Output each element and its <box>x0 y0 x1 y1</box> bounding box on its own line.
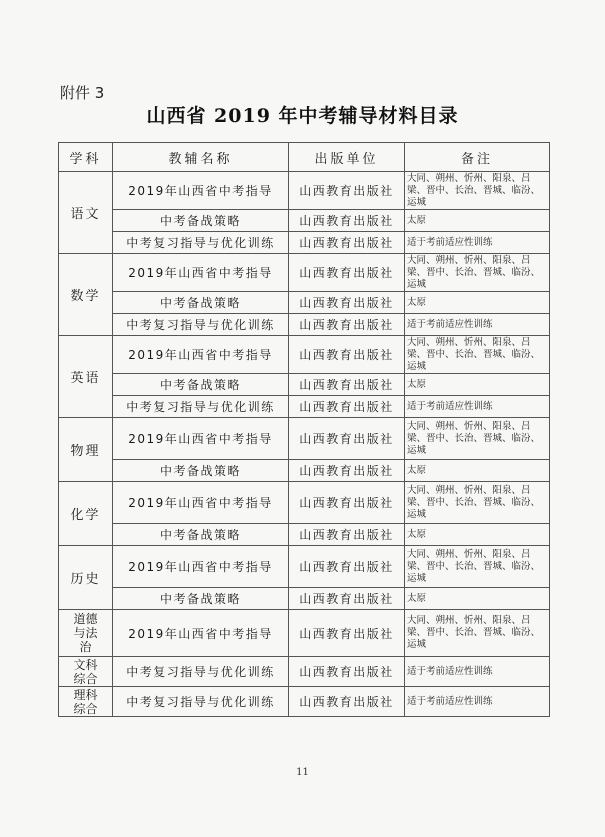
publisher-cell: 山西教育出版社 <box>289 172 405 210</box>
book-cell: 2019年山西省中考指导 <box>113 546 289 588</box>
table-row <box>59 172 550 210</box>
remarks-cell: 太原 <box>405 374 550 396</box>
table-header-row <box>59 143 550 172</box>
subject-cell: 化学 <box>59 482 113 546</box>
header-book-name: 教辅名称 <box>113 143 289 172</box>
publisher-cell: 山西教育出版社 <box>289 610 405 657</box>
header-subject: 学科 <box>59 143 113 172</box>
publisher-cell: 山西教育出版社 <box>289 546 405 588</box>
book-cell: 2019年山西省中考指导 <box>113 172 289 210</box>
remarks-cell: 大同、朔州、忻州、阳泉、吕梁、晋中、长治、晋城、临汾、运城 <box>405 418 550 460</box>
publisher-cell: 山西教育出版社 <box>289 396 405 418</box>
remarks-cell: 大同、朔州、忻州、阳泉、吕梁、晋中、长治、晋城、临汾、运城 <box>405 482 550 524</box>
subject-cell <box>59 687 113 717</box>
subject-cell <box>59 610 113 657</box>
table-row <box>59 588 550 610</box>
subject-cell: 数学 <box>59 254 113 336</box>
book-cell: 中考备战策略 <box>113 588 289 610</box>
remarks-cell: 大同、朔州、忻州、阳泉、吕梁、晋中、长治、晋城、临汾、运城 <box>405 336 550 374</box>
publisher-cell: 山西教育出版社 <box>289 524 405 546</box>
publisher-cell: 山西教育出版社 <box>289 460 405 482</box>
subject-cell: 历史 <box>59 546 113 610</box>
book-cell: 中考备战策略 <box>113 524 289 546</box>
table-row <box>59 524 550 546</box>
attachment-label: 附件 3 <box>60 84 105 102</box>
publisher-cell: 山西教育出版社 <box>289 336 405 374</box>
table-row <box>59 546 550 588</box>
publisher-cell: 山西教育出版社 <box>289 418 405 460</box>
remarks-cell: 大同、朔州、忻州、阳泉、吕梁、晋中、长治、晋城、临汾、运城 <box>405 254 550 292</box>
table-row <box>59 374 550 396</box>
subject-cell: 英语 <box>59 336 113 418</box>
publisher-cell: 山西教育出版社 <box>289 292 405 314</box>
table-row <box>59 232 550 254</box>
book-cell: 2019年山西省中考指导 <box>113 610 289 657</box>
table-row <box>59 396 550 418</box>
remarks-cell: 适于考前适应性训练 <box>405 396 550 418</box>
table-row <box>59 460 550 482</box>
subject-cell: 物理 <box>59 418 113 482</box>
subject-label: 道德与法治 <box>73 612 98 654</box>
header-remarks: 备注 <box>405 143 550 172</box>
table-row <box>59 210 550 232</box>
page-number: 11 <box>296 767 309 778</box>
remarks-cell: 大同、朔州、忻州、阳泉、吕梁、晋中、长治、晋城、临汾、运城 <box>405 546 550 588</box>
table-row <box>59 292 550 314</box>
table-row <box>59 610 550 657</box>
publisher-cell: 山西教育出版社 <box>289 254 405 292</box>
table-row <box>59 314 550 336</box>
book-cell: 2019年山西省中考指导 <box>113 482 289 524</box>
materials-table <box>58 142 550 717</box>
subject-cell <box>59 657 113 687</box>
remarks-cell: 适于考前适应性训练 <box>405 657 550 687</box>
table-row <box>59 336 550 374</box>
table-row <box>59 254 550 292</box>
remarks-cell: 太原 <box>405 588 550 610</box>
publisher-cell: 山西教育出版社 <box>289 482 405 524</box>
book-cell: 中考复习指导与优化训练 <box>113 314 289 336</box>
remarks-cell: 太原 <box>405 292 550 314</box>
publisher-cell: 山西教育出版社 <box>289 374 405 396</box>
remarks-cell: 太原 <box>405 460 550 482</box>
book-cell: 中考备战策略 <box>113 460 289 482</box>
publisher-cell: 山西教育出版社 <box>289 314 405 336</box>
table-row <box>59 418 550 460</box>
header-publisher: 出版单位 <box>289 143 405 172</box>
book-cell: 2019年山西省中考指导 <box>113 254 289 292</box>
publisher-cell: 山西教育出版社 <box>289 210 405 232</box>
document-title: 山西省 2019 年中考辅导材料目录 <box>146 105 459 127</box>
remarks-cell: 适于考前适应性训练 <box>405 314 550 336</box>
book-cell: 中考复习指导与优化训练 <box>113 687 289 717</box>
table-row <box>59 687 550 717</box>
book-cell: 中考备战策略 <box>113 374 289 396</box>
book-cell: 2019年山西省中考指导 <box>113 336 289 374</box>
book-cell: 2019年山西省中考指导 <box>113 418 289 460</box>
remarks-cell: 太原 <box>405 210 550 232</box>
book-cell: 中考复习指导与优化训练 <box>113 232 289 254</box>
table-row <box>59 482 550 524</box>
table-row <box>59 657 550 687</box>
publisher-cell: 山西教育出版社 <box>289 588 405 610</box>
subject-label: 文科综合 <box>73 657 98 686</box>
remarks-cell: 适于考前适应性训练 <box>405 232 550 254</box>
remarks-cell: 太原 <box>405 524 550 546</box>
book-cell: 中考复习指导与优化训练 <box>113 657 289 687</box>
book-cell: 中考复习指导与优化训练 <box>113 396 289 418</box>
book-cell: 中考备战策略 <box>113 210 289 232</box>
remarks-cell: 适于考前适应性训练 <box>405 687 550 717</box>
publisher-cell: 山西教育出版社 <box>289 657 405 687</box>
publisher-cell: 山西教育出版社 <box>289 687 405 717</box>
publisher-cell: 山西教育出版社 <box>289 232 405 254</box>
book-cell: 中考备战策略 <box>113 292 289 314</box>
subject-cell: 语文 <box>59 172 113 254</box>
remarks-cell: 大同、朔州、忻州、阳泉、吕梁、晋中、长治、晋城、临汾、运城 <box>405 610 550 657</box>
subject-label: 理科综合 <box>73 687 98 716</box>
remarks-cell: 大同、朔州、忻州、阳泉、吕梁、晋中、长治、晋城、临汾、运城 <box>405 172 550 210</box>
